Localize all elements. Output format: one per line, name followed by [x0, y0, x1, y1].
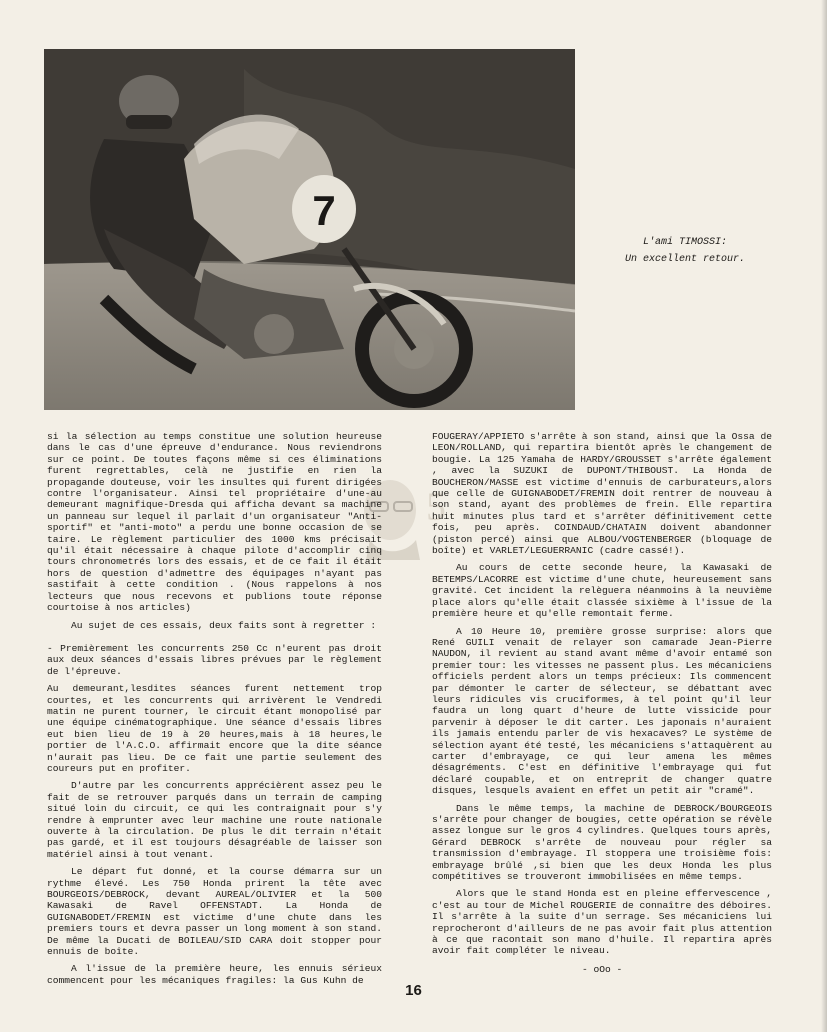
paragraph: Alors que le stand Honda est en pleine effervescence , c'est au tour de Michel ROUGERIE de connaître des déboires. Il s'arrête à la suite d'un serrage. Ses mécaniciens lui reprocheront d'ailleurs de ne pas avoir fait plus attention à ce que racontait son mano d'huile. Il repartira après avoir fait compléter le niveau.: [432, 888, 772, 957]
photo-caption: [610, 234, 760, 268]
page-edge-shadow: [821, 0, 827, 1032]
paragraph: FOUGERAY/APPIETO s'arrête à son stand, ainsi que la Ossa de LEON/ROLLAND, qui repartira bientôt après le changement de bougie. La 125 Yamaha de HARDY/GROUSSET s'arrête également , avec la SUZUKI de DUPONT/THIBOUST. La Honda de BOUCHERON/MASSE est victime d'ennuis de carburateurs,alors que celle de GUIGNABODET/FREMIN doit rentrer de nouveau à son stand, ayant des problèmes de frein. Elle repartira huit minutes plus tard et s'arrêter définitivement cette fois, peu après. COINDAUD/CHATAIN doivent abandonner (piston percé) ainsi que ALBOU/VOGTENBERGER (bloquage de boîte) et VARLET/LEGUERRANIC (cadre cassé!).: [432, 431, 772, 557]
section-end-mark: - oOo -: [582, 964, 623, 975]
paragraph: Au demeurant,lesdites séances furent nettement trop courtes, et les concurrents qui arrivèrent le Vendredi matin ne purent tourner, le circuit étant monopolisé par une équipe cinématographique. Une séance d'essais libres eut bien lieu de 19 à 20 heures,mais à 18 heures,le portier de l'A.C.O. affirmait encore que la dite séance n'aurait pas lieu. De ce fait une partie seulement des coureurs put en profiter.: [47, 683, 382, 774]
paragraph: Dans le même temps, la machine de DEBROCK/BOURGEOIS s'arrête pour changer de bougies, cette opération se révèle assez longue sur le gros 4 cylindres. Quelques tours après, Gérard DEBROCK s'arrête de nouveau pour régler sa transmission d'embrayage. Il stoppera une troisième fois: embrayage brûlé ,si bien que les deux Honda les plus compétitives se trouveront immobilisées en même temps.: [432, 802, 772, 883]
paragraph: Le départ fut donné, et la course démarra sur un rythme élevé. Les 750 Honda prirent la tête avec BOURGEOIS/DEBROCK, devant AUREAL/OLIVIER et la 500 Kawasaki de Ravel OFFENSTADT. La Honda de GUIGNABODET/FREMIN est victime d'une chute dans les premiers tours et devra passer un long moment à son stand. De même la Ducati de BOILEAU/SID CARA doit stopper pour ennuis de boîte.: [47, 866, 382, 958]
paragraph: A 10 Heure 10, première grosse surprise: alors que René GUILI venait de relayer son camarade Jean-Pierre NAUDON, il revient au stand avant même d'avoir entamé son premier tour: les vitesses ne passent plus. Les mécaniciens officiels perdent alors un temps précieux: Ils commencent par démonter le carter de sélecteur, se débattant avec leurs ridicules vis cruciformes, à tel point qu'il leur faudra un long quart d'heure de lutte vissicide pour parvenir à déposer le dit carter. Les japonais n'auraient ils jamais entendu parler de vis hexacaves? Le système de sélection ayant été testé, les mécaniciens s'attaquèrent au carter d'embrayage, ce qui leur amena les mêmes désagréments. C'est en définitive l'embrayage qui fut déclaré coupable, et on entreprit de changer quatre disques, lesquels avaient en effet un petit air "cramé".: [432, 625, 772, 797]
article-column-right: [432, 431, 772, 963]
article-column-left: [47, 431, 382, 992]
paragraph: si la sélection au temps constitue une solution heureuse dans le cas d'une épreuve d'endurance. Nous reviendrons sur ce point. De toutes façons même si ces éliminations furent regrettables, celà ne justifie en rien la propagande douteuse, voir les insultes qui furent dirigées contre l'organisateur. Ainsi tel propriétaire d'une-au demeurant magnifique-Dresda qui afficha devant sa machine un panneau sur lequel il parlait d'un organisateur "Anti-sportif" et "anti-moto" a perdu une bonne occasion de se taire. Le règlement particulier des 1000 kms précisait qu'il était nécessaire à chaque pilote d'accomplir cinq tours chronometrés lors des essais, et de ce fait il était hors de question d'admettre des équipages n'ayant pas sastifait à cette condition . (Nous rappelons à nos lecteurs que nous recevons et publions toute réponse courtoise à nos articles): [47, 431, 382, 614]
page-number: 16: [405, 982, 422, 999]
photo-illustration: [44, 49, 575, 410]
paragraph: - Premièrement les concurrents 250 Cc n'eurent pas droit aux deux séances d'essais libres prévues par le règlement de l'épreuve.: [47, 642, 382, 677]
paragraph: D'autre par les concurrents apprécièrent assez peu le fait de se retrouver parqués dans un terrain de camping situé loin du circuit, ce qui les contraignait pour s'y rendre à emprunter avec leur machine une route nationale ouverte à la circulation. De plus le dit terrain n'était pas gardé, et il est toujours désagréable de laisser son matériel ainsi à tout venant.: [47, 780, 382, 860]
paragraph: Au cours de cette seconde heure, la Kawasaki de BETEMPS/LACORRE est victime d'une chute, heureusement sans gravité. Cet incident la relèguera néanmoins à la neuvième place alors qu'elle était classée sixième à l'issue de la première heure et qu'elle remontait ferme.: [432, 562, 772, 620]
motorcycle-racer-photo: [44, 49, 575, 410]
svg-text:5: 5: [426, 484, 446, 529]
caption-line-1: L'ami TIMOSSI:: [642, 237, 727, 248]
paragraph: Au sujet de ces essais, deux faits sont à regretter :: [71, 619, 377, 631]
caption-line-2: Un excellent retour.: [624, 254, 746, 265]
paragraph: A l'issue de la première heure, les ennuis sérieux commencent pour les mécaniques fragiles: la Gus Kuhn de: [47, 963, 382, 986]
race-number: 7: [312, 187, 336, 234]
